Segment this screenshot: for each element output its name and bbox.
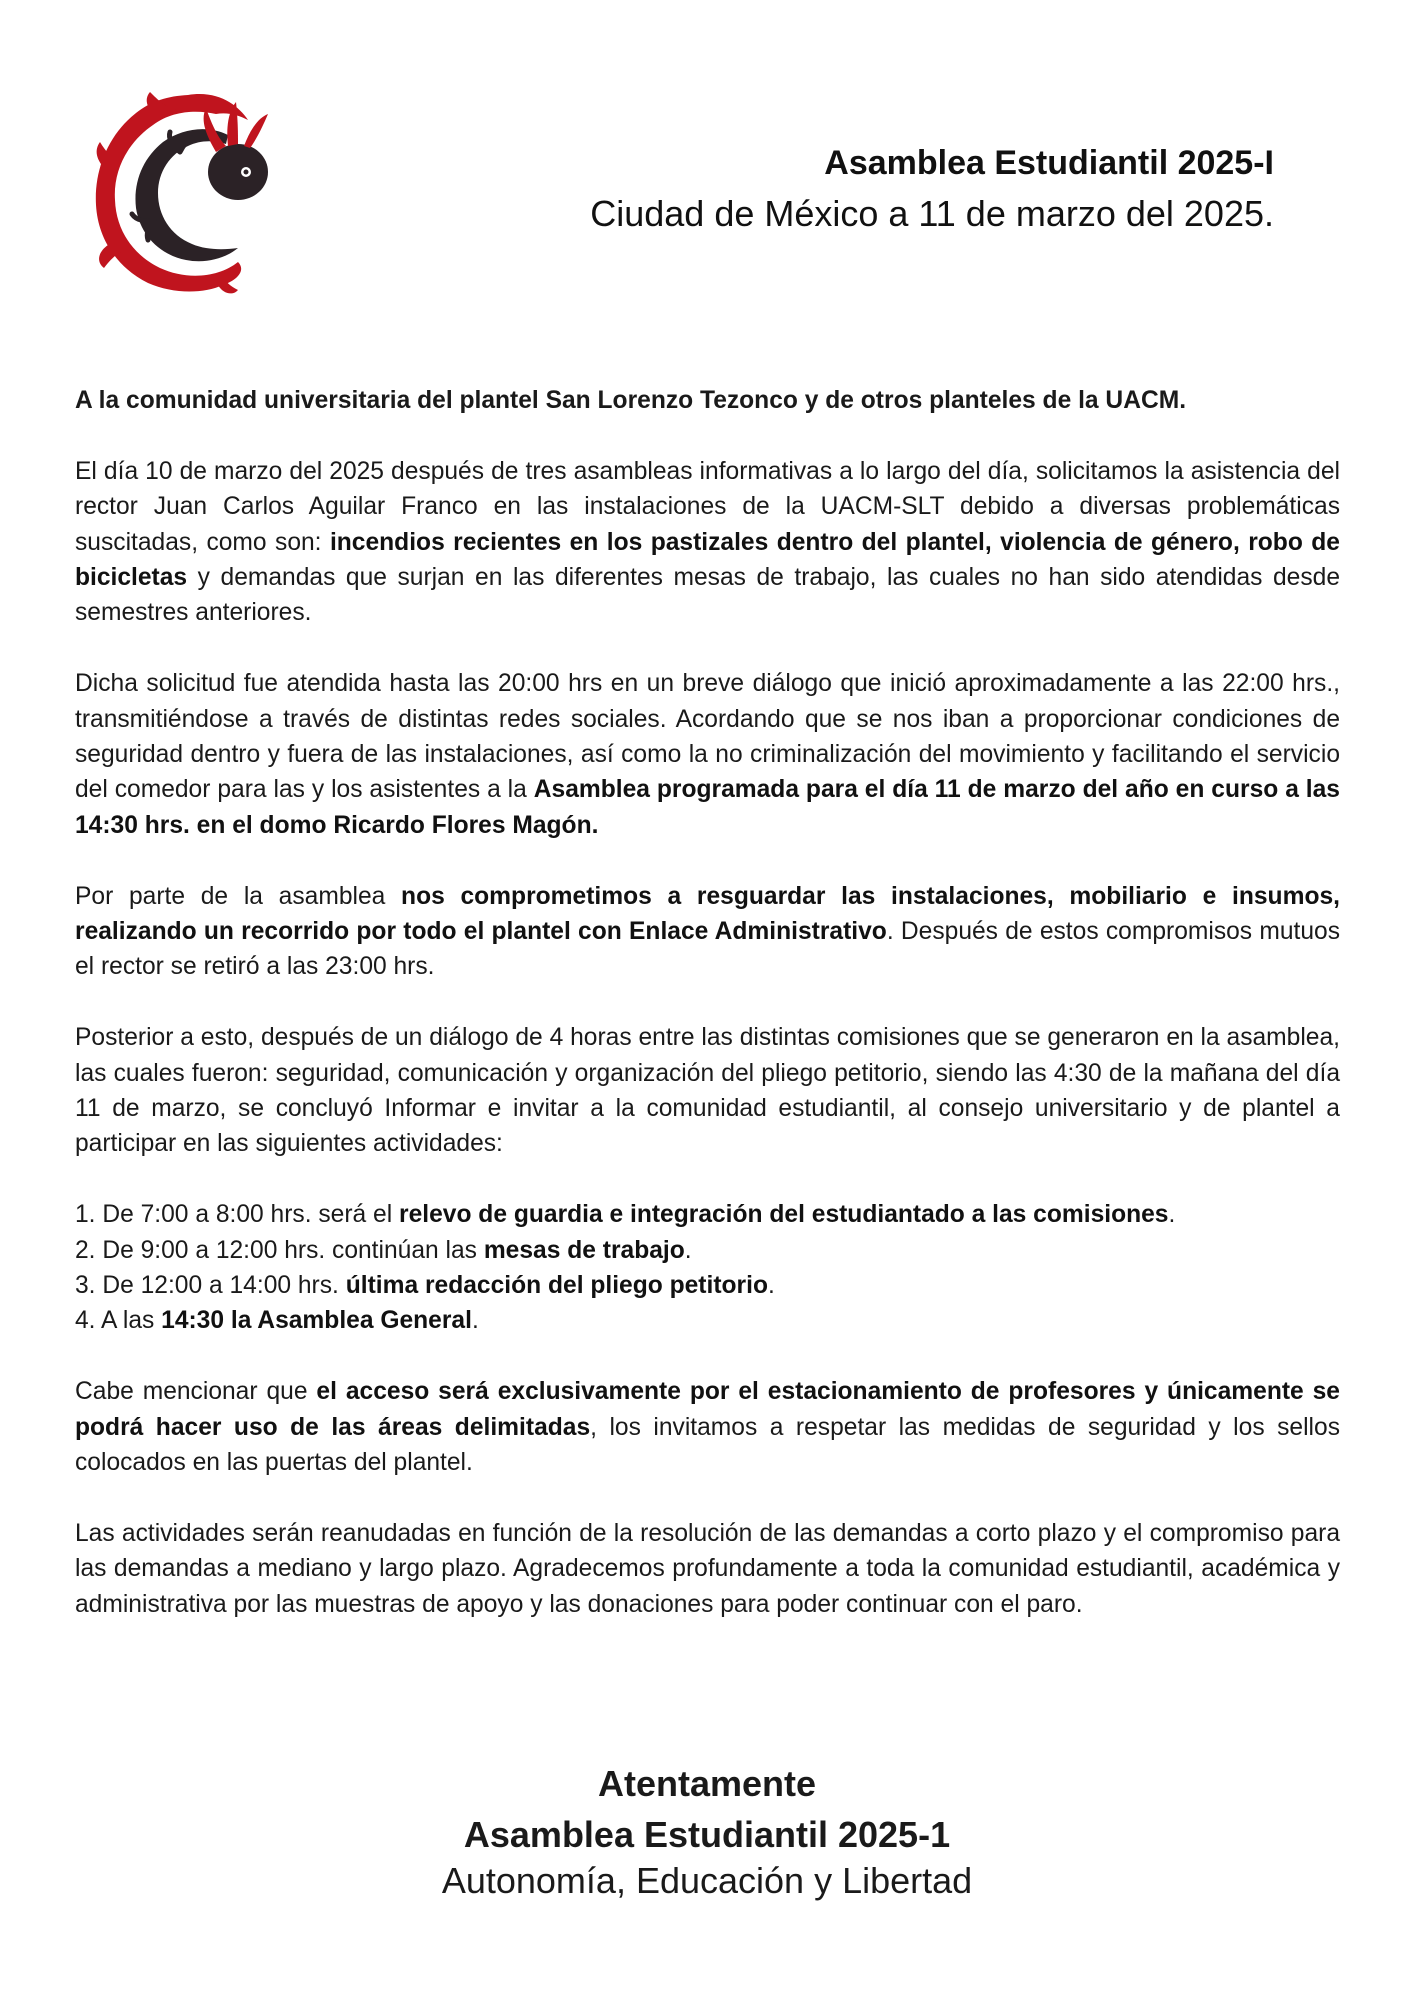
document-header <box>590 138 1274 240</box>
highlighted-commitment: nos comprometimos a resguardar las instalaciones, mobiliario e insumos, realizando un recorrido por todo el plantel con Enlace Administrativo <box>75 882 1340 946</box>
document-title: Asamblea Estudiantil 2025-I <box>824 144 1274 182</box>
document-body <box>75 383 1340 1658</box>
list-item: 1. De 7:00 a 8:00 hrs. será el relevo de guardia e integración del estudiantado a las comisiones. <box>75 1201 1176 1229</box>
closing-line: Atentamente <box>597 1763 817 1804</box>
activities-list <box>75 1197 1340 1339</box>
paragraph-1: El día 10 de marzo del 2025 después de tres asambleas informativas a lo largo del día, solicitamos la asistencia del rector Juan Carlos Aguilar Franco en las instalaciones de la UACM-SLT debido a diversas problemáticas suscitadas, como son: incendios recientes en los pastizales dentro del plantel, violencia de género, robo de bicicletas y demandas que surjan en las diferentes mesas de trabajo, las cuales no han sido atendidas desde semestres anteriores. <box>75 457 1340 627</box>
highlighted-problems: incendios recientes en los pastizales dentro del plantel, violencia de género, robo de bicicletas <box>75 528 1340 592</box>
paragraph-2: Dicha solicitud fue atendida hasta las 20:00 hrs en un breve diálogo que inició aproximadamente a las 22:00 hrs., transmitiéndose a través de distintas redes sociales. Acordando que se nos iban a proporcionar condiciones de seguridad dentro y fuera de las instalaciones, así como la no criminalización del movimiento y facilitando el servicio del comedor para las y los asistentes a la Asamblea programada para el día 11 de marzo del año en curso a las 14:30 hrs. en el domo Ricardo Flores Magón. <box>75 670 1340 839</box>
highlighted-assembly-schedule: Asamblea programada para el día 11 de marzo del año en curso a las 14:30 hrs. en el domo Ricardo Flores Magón. <box>75 776 1340 839</box>
list-item: 4. A las 14:30 la Asamblea General. <box>75 1307 479 1335</box>
paragraph-4: Posterior a esto, después de un diálogo de 4 horas entre las distintas comisiones que se generaron en la asamblea, las cuales fueron: seguridad, comunicación y organización del pliego petitorio, siendo las 4:30 de la mañana del día 11 de marzo, se concluyó Informar e invitar a la comunidad estudiantil, al consejo universitario y de plantel a participar en las siguientes actividades: <box>75 1024 1340 1158</box>
paragraph-6: Las actividades serán reanudadas en función de la resolución de las demandas a corto plazo y el compromiso para las demandas a mediano y largo plazo. Agradecemos profundamente a toda la comunidad estudiantil, académica y administrativa por las muestras de apoyo y las donaciones para poder continuar con el paro. <box>75 1519 1340 1618</box>
list-item: 2. De 9:00 a 12:00 hrs. continúan las mesas de trabajo. <box>75 1236 692 1264</box>
axolotl-emblem-icon <box>88 80 288 300</box>
paragraph-5: Cabe mencionar que el acceso será exclusivamente por el estacionamiento de profesores y únicamente se podrá hacer uso de las áreas delimitadas, los invitamos a respetar las medidas de seguridad y los sellos colocados en las puertas del plantel. <box>75 1378 1340 1477</box>
signature-block <box>0 1758 1414 1902</box>
document-date: Ciudad de México a 11 de marzo del 2025. <box>590 193 1274 234</box>
signature-org: Asamblea Estudiantil 2025-1 <box>463 1814 951 1855</box>
motto-line: Autonomía, Educación y Libertad <box>441 1860 973 1901</box>
list-item: 3. De 12:00 a 14:00 hrs. última redacción del pliego petitorio. <box>75 1272 775 1300</box>
highlighted-access-notice: el acceso será exclusivamente por el estacionamiento de profesores y únicamente se podrá hacer uso de las áreas delimitadas <box>75 1378 1340 1441</box>
paragraph-3: Por parte de la asamblea nos comprometimos a resguardar las instalaciones, mobiliario e insumos, realizando un recorrido por todo el plantel con Enlace Administrativo. Después de estos compromisos mutuos el rector se retiró a las 23:00 hrs. <box>75 882 1340 981</box>
addressee-line: A la comunidad universitaria del plantel San Lorenzo Tezonco y de otros planteles de la UACM. <box>75 387 1187 414</box>
